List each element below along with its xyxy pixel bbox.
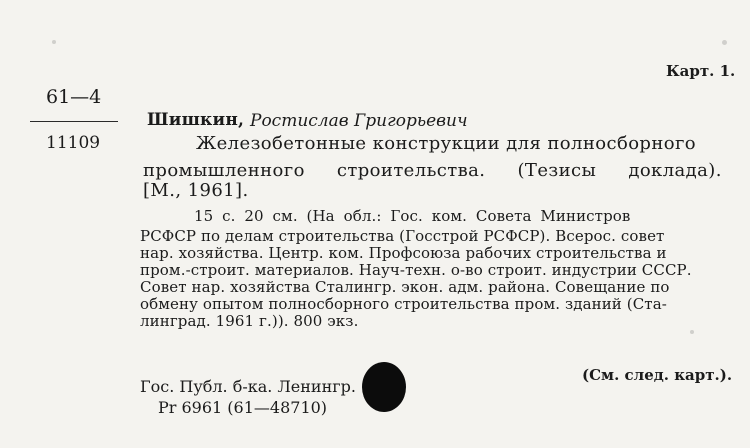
description-line: пром.-строит. материалов. Науч-техн. о-во строит. индустрии СССР. [140, 261, 692, 279]
card-number: Карт. 1. [666, 62, 736, 80]
ink-stamp-blot [362, 362, 406, 412]
description-line: нар. хозяйства. Центр. ком. Профсоюза рабочих строительства и [140, 244, 667, 262]
ink-speck [690, 330, 694, 334]
title-line: Железобетонные конструкции для полносборного [196, 133, 697, 154]
description-line: РСФСР по делам строительства (Госстрой РСФСР). Всерос. совет [140, 227, 665, 245]
ink-speck [722, 40, 727, 45]
call-number: 61—4 [46, 86, 102, 108]
description-line: обмену опытом полносборного строительства пром. зданий (Ста- [140, 295, 667, 313]
author-handwritten-name: Ростислав Григорьевич [250, 111, 468, 131]
see-next-card-note: (См. след. карт.). [582, 366, 733, 384]
description-line: Совет нар. хозяйства Сталингр. экон. адм. района. Совещание по [140, 278, 670, 296]
divider-line [30, 121, 118, 122]
description-line: линград. 1961 г.)). 800 экз. [140, 312, 359, 330]
ink-speck [52, 40, 56, 44]
accession-number: 11109 [46, 133, 101, 153]
title-line: промышленного строительства. (Тезисы доклада). [143, 160, 722, 181]
description-line: 15 с. 20 см. (На обл.: Гос. ком. Совета Министров [194, 207, 631, 225]
author-surname: Шишкин, [147, 110, 245, 130]
shelf-mark: Pr 6961 (61—48710) [158, 398, 328, 417]
imprint-line: [М., 1961]. [143, 180, 249, 201]
library-name: Гос. Публ. б-ка. Ленингр. [140, 377, 356, 396]
